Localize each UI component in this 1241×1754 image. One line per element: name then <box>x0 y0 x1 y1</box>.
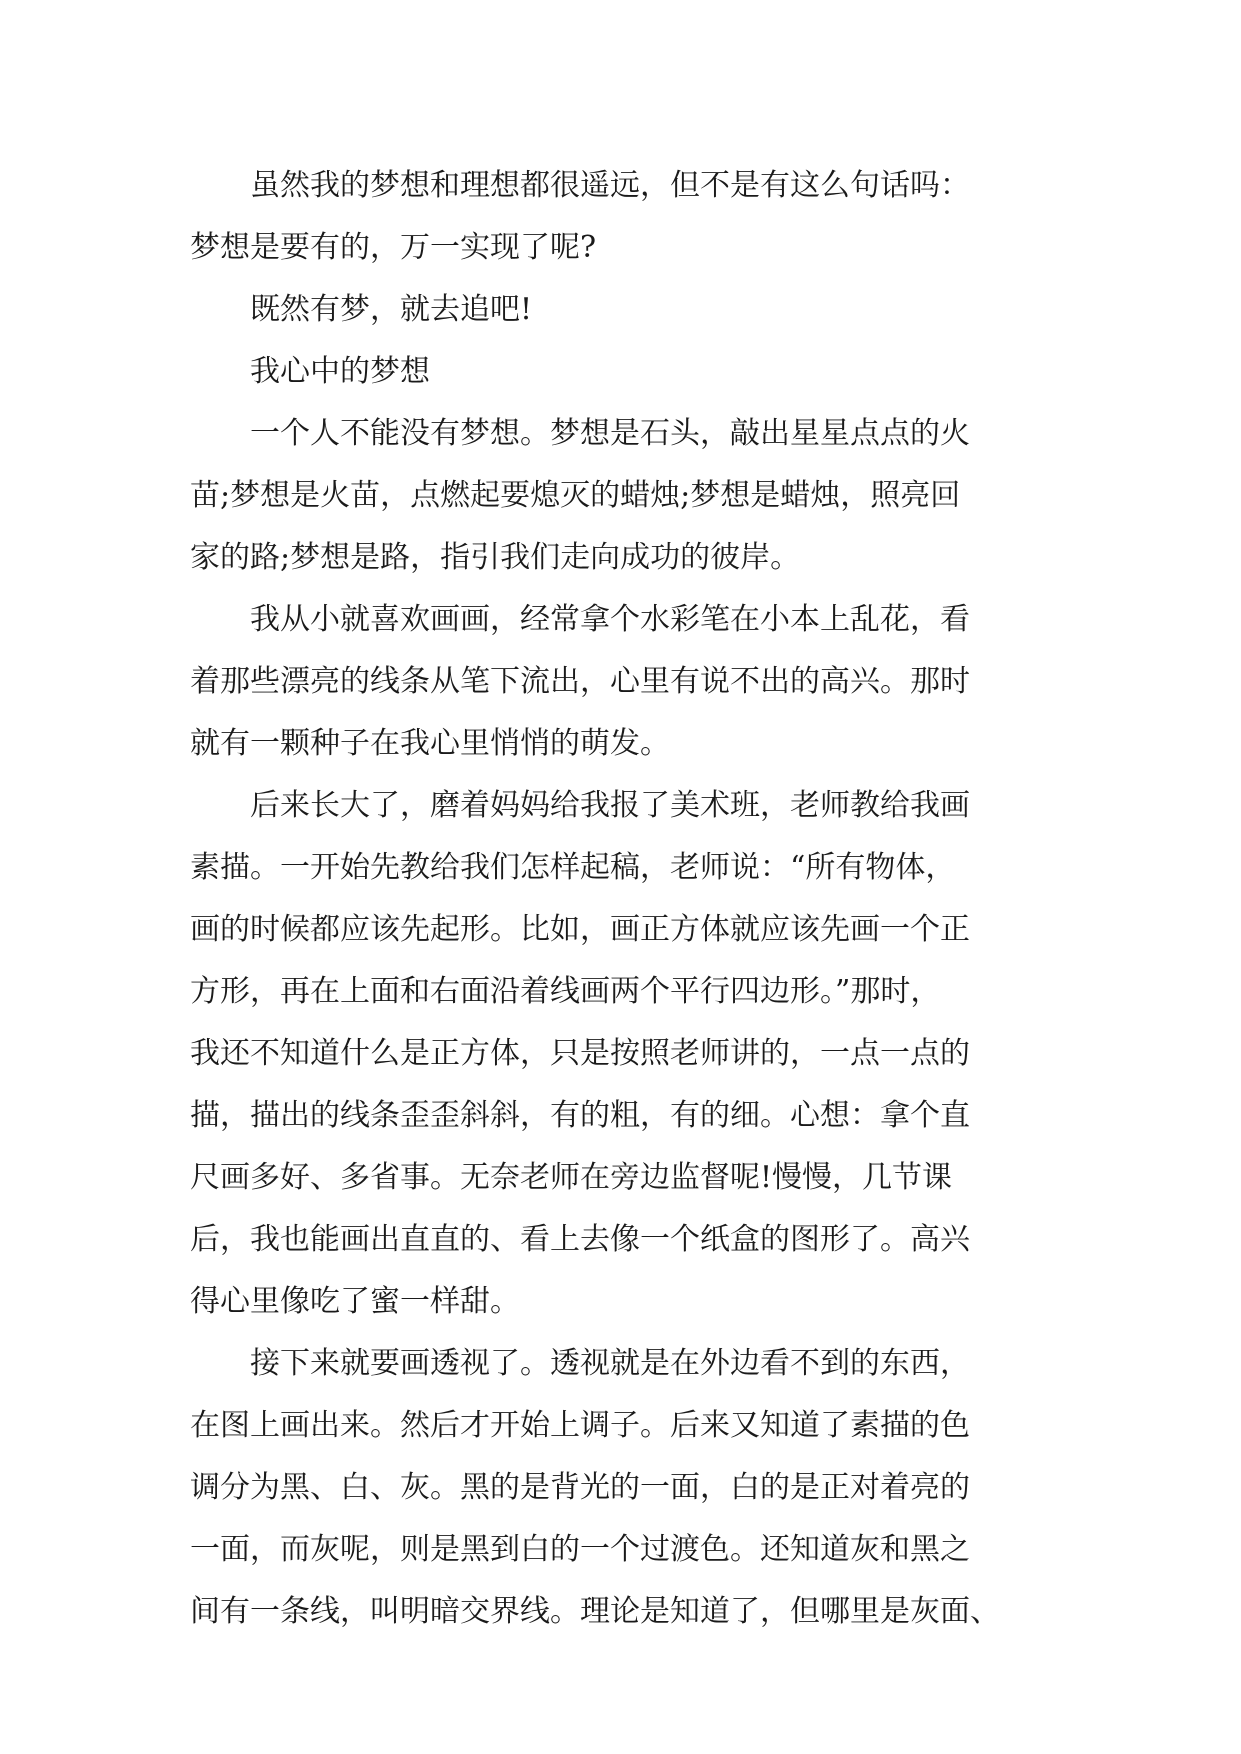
text-line: 我心中的梦想 <box>190 354 430 389</box>
text-line: 后来长大了，磨着妈妈给我报了美术班，老师教给我画 <box>190 788 970 823</box>
text-line: 我还不知道什么是正方体，只是按照老师讲的，一点一点的 <box>190 1036 970 1071</box>
text-line: 尺画多好、多省事。无奈老师在旁边监督呢!慢慢，几节课 <box>190 1160 953 1195</box>
text-line: 就有一颗种子在我心里悄悄的萌发。 <box>190 726 670 761</box>
text-line: 方形，再在上面和右面沿着线画两个平行四边形。”那时， <box>190 974 941 1009</box>
text-line: 着那些漂亮的线条从笔下流出，心里有说不出的高兴。那时 <box>190 664 970 699</box>
text-line: 画的时候都应该先起形。比如，画正方体就应该先画一个正 <box>190 912 970 947</box>
text-line: 既然有梦，就去追吧! <box>190 292 533 327</box>
text-line: 苗;梦想是火苗，点燃起要熄灭的蜡烛;梦想是蜡烛，照亮回 <box>190 478 961 513</box>
text-line: 梦想是要有的，万一实现了呢? <box>190 230 597 265</box>
text-line: 一面，而灰呢，则是黑到白的一个过渡色。还知道灰和黑之 <box>190 1532 970 1567</box>
text-line: 描，描出的线条歪歪斜斜，有的粗，有的细。心想：拿个直 <box>190 1098 970 1133</box>
text-line: 在图上画出来。然后才开始上调子。后来又知道了素描的色 <box>190 1408 970 1443</box>
text-line: 虽然我的梦想和理想都很遥远，但不是有这么句话吗： <box>190 168 970 203</box>
text-line: 我从小就喜欢画画，经常拿个水彩笔在小本上乱花，看 <box>190 602 970 637</box>
text-line: 素描。一开始先教给我们怎样起稿，老师说：“所有物体， <box>190 850 956 885</box>
text-line: 后，我也能画出直直的、看上去像一个纸盒的图形了。高兴 <box>190 1222 970 1257</box>
text-line: 一个人不能没有梦想。梦想是石头，敲出星星点点的火 <box>190 416 970 451</box>
text-line: 家的路;梦想是路，指引我们走向成功的彼岸。 <box>190 540 801 575</box>
document-body <box>190 155 1070 1643</box>
text-line: 接下来就要画透视了。透视就是在外边看不到的东西， <box>190 1346 970 1381</box>
text-line: 得心里像吃了蜜一样甜。 <box>190 1284 520 1319</box>
text-line: 调分为黑、白、灰。黑的是背光的一面，白的是正对着亮的 <box>190 1470 970 1505</box>
text-line: 间有一条线，叫明暗交界线。理论是知道了，但哪里是灰面、 <box>190 1594 1000 1629</box>
